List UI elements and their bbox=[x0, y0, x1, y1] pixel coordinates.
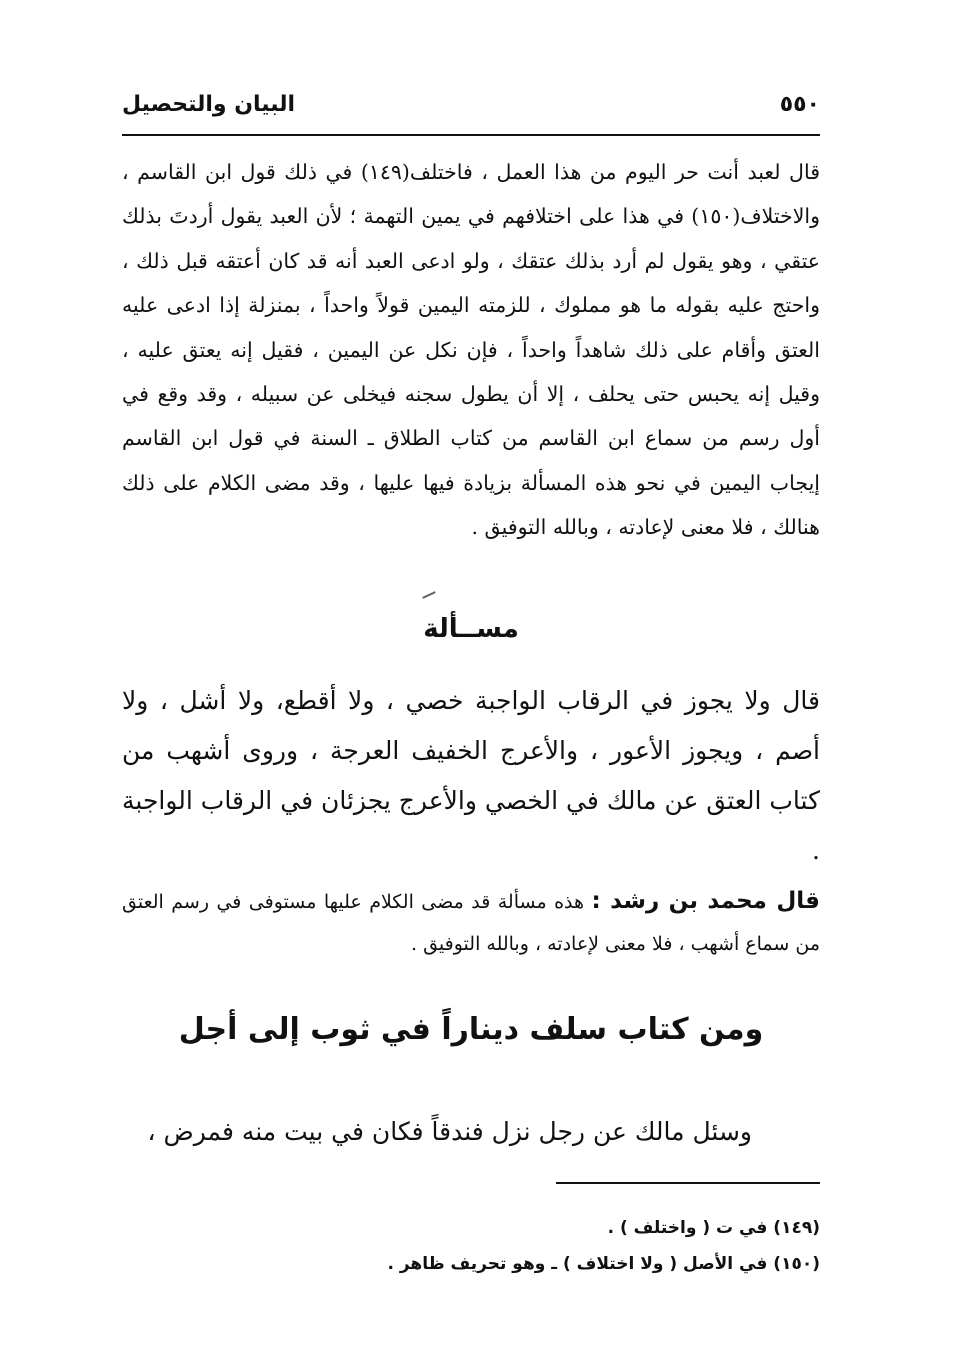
footnote-rule bbox=[556, 1182, 820, 1184]
footnote-149: (١٤٩) في ت ( واختلف ) . bbox=[607, 1218, 820, 1238]
paragraph-1: قال لعبد أنت حر اليوم من هذا العمل ، فاختلف(١٤٩) في ذلك قول ابن القاسم ، والاختلاف(١٥٠) في هذا على اختلافهم في يمين التهمة ؛ لأن العبد يقول أردتَ بذلك عتقي ، وهو يقول لم أرد بذلك عتقك ، ولو ادعى العبد أنه قد كان أعتقه قبل ذلك ، واحتج عليه بقوله ما هو مملوك ، للزمته اليمين قولاً واحداً ، بمنزلة إذا ادعى عليه العتق وأقام على ذلك شاهداً واحداً ، فإن نكل عن اليمين ، فقيل إنه يعتق عليه ، وقيل إنه يحبس حتى يحلف ، إلا أن يطول سجنه فيخلى عن سبيله ، وقد وقع في أول رسم من سماع ابن القاسم من كتاب الطلاق ـ السنة في قول ابن القاسم إيجاب اليمين في نحو هذه المسألة بزيادة فيها عليها ، وقد مضى الكلام على ذلك هنالك ، فلا معنى لإعادته ، وبالله التوفيق . bbox=[122, 160, 820, 540]
page-number: ٥٥٠ bbox=[779, 92, 820, 117]
paragraph-3-text: هذه مسألة قد مضى الكلام عليها مستوفى في رسم العتق من سماع أشهب ، فلا معنى لإعادته ، وبالله التوفيق . bbox=[122, 891, 820, 955]
ink-mark bbox=[422, 591, 436, 599]
footnotes bbox=[122, 1210, 820, 1282]
speaker-label: قال محمد بن رشد : bbox=[591, 888, 820, 914]
chapter-heading: ومن كتاب سلف ديناراً في ثوب إلى أجل bbox=[178, 1012, 764, 1047]
paragraph-3 bbox=[122, 880, 820, 965]
header-rule bbox=[122, 134, 820, 136]
paragraph-2: قال ولا يجوز في الرقاب الواجبة خصي ، ولا أقطع، ولا أشل ، ولا أصم ، ويجوز الأعور ، والأعرج الخفيف العرجة ، وروى أشهب من كتاب العتق عن مالك في الخصي والأعرج يجزئان في الرقاب الواجبة . bbox=[122, 686, 820, 865]
section-heading: مســألة bbox=[423, 614, 519, 644]
paragraph-4: وسئل مالك عن رجل نزل فندقاً فكان في بيت منه فمرض ، bbox=[147, 1117, 752, 1146]
running-header bbox=[122, 88, 820, 128]
footnote-150: (١٥٠) في الأصل ( ولا اختلاف ) ـ وهو تحريف ظاهر . bbox=[387, 1254, 820, 1274]
book-title: البيان والتحصيل bbox=[122, 92, 296, 117]
